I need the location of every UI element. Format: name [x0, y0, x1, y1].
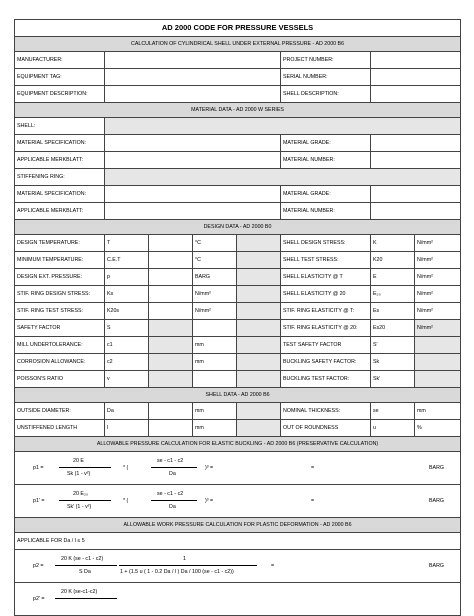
spacer-cell	[237, 371, 281, 388]
p2-bracket-denominator: 1 + (1.5 u ( 1 - 0.2 Da / l ) Da / 100 (se - c1 - c2))	[120, 569, 234, 575]
shell-merkblatt-label: APPLICABLE MERKBLATT:	[15, 152, 105, 169]
param-symbol: K	[371, 235, 415, 252]
pressure-vessel-calc-sheet	[14, 19, 460, 616]
param-unit: N/mm²	[415, 252, 461, 269]
param-symbol: Da	[105, 403, 149, 420]
ring-material-spec-label: MATERIAL SPECIFICATION:	[15, 186, 105, 203]
param-label: TEST SAFETY FACTOR	[281, 337, 371, 354]
p1-test-unit: BARG	[429, 498, 445, 504]
param-symbol: E	[371, 269, 415, 286]
param-unit	[415, 371, 461, 388]
spacer-cell	[237, 354, 281, 371]
param-value-field[interactable]	[149, 337, 193, 354]
shell-section-header: SHELL DATA - AD 2000 B6	[15, 388, 461, 403]
serial-number-field[interactable]	[371, 69, 461, 86]
document-title: AD 2000 CODE FOR PRESSURE VESSELS	[15, 20, 461, 37]
param-symbol: Sk'	[371, 371, 415, 388]
p1-test-equals: =	[311, 498, 315, 504]
param-unit: N/mm²	[415, 320, 461, 337]
param-label: MINIMUM TEMPERATURE:	[15, 252, 105, 269]
spacer-cell	[237, 420, 281, 437]
shell-label: SHELL:	[15, 118, 105, 135]
material-section-header: MATERIAL DATA - AD 2000 W SERIES	[15, 103, 461, 118]
param-label: STIF. RING DESIGN STRESS:	[15, 286, 105, 303]
data-row	[15, 286, 461, 303]
p2-bracket-fraction-bar	[119, 565, 257, 566]
formula-p2	[15, 550, 461, 583]
p2-equals: =	[271, 563, 275, 569]
param-unit: %	[415, 420, 461, 437]
param-value-field[interactable]	[149, 286, 193, 303]
param-symbol: K20	[371, 252, 415, 269]
param-unit: N/mm²	[415, 269, 461, 286]
param-label: SHELL ELASTICITY @ 20	[281, 286, 371, 303]
param-symbol: se	[371, 403, 415, 420]
param-label: STIF. RING ELASTICITY @ T:	[281, 303, 371, 320]
param-label: POISSON'S RATIO	[15, 371, 105, 388]
formula-p2-test	[15, 583, 461, 616]
param-label: SAFETY FACTOR	[15, 320, 105, 337]
param-label: SHELL ELASTICITY @ T	[281, 269, 371, 286]
plastic-section-header: ALLOWABLE WORK PRESSURE CALCULATION FOR PLASTIC DEFORMATION - AD 2000 B6	[15, 518, 461, 533]
p1-denominator: Sk (1 - v²)	[67, 471, 91, 477]
param-symbol: Sk	[371, 354, 415, 371]
p1-test-inner-numerator: se - c1 - c2	[157, 491, 184, 497]
param-label: BUCKLING TEST FACTOR:	[281, 371, 371, 388]
param-unit	[193, 320, 237, 337]
p1-test-power: )³ =	[205, 498, 214, 504]
header-row	[15, 69, 461, 86]
data-row	[15, 354, 461, 371]
shell-material-number-field[interactable]	[371, 152, 461, 169]
ring-merkblatt-field[interactable]	[105, 203, 281, 220]
formula-p1-test	[15, 485, 461, 518]
document-subtitle: CALCULATION OF CYLINDRICAL SHELL UNDER EXTERNAL PRESSURE - AD 2000 B6	[15, 37, 461, 52]
design-data-rows	[15, 235, 461, 388]
elastic-section-header: ALLOWABLE PRESSURE CALCULATION FOR ELASTIC BUCKLING - AD 2000 B6 (PRESERVATIVE CALCULATION)	[15, 437, 461, 452]
param-value-field[interactable]	[149, 371, 193, 388]
param-label: UNSTIFFENED LENGTH	[15, 420, 105, 437]
shell-data-rows	[15, 403, 461, 437]
equipment-description-field[interactable]	[105, 86, 281, 103]
shell-material-grade-field[interactable]	[371, 135, 461, 152]
param-label: DESIGN EXT. PRESSURE:	[15, 269, 105, 286]
equipment-tag-field[interactable]	[105, 69, 281, 86]
p2-bracket-numerator: 1	[183, 556, 186, 562]
param-unit: BARG	[193, 269, 237, 286]
p1-multiply: * (	[123, 465, 129, 471]
ring-material-spec-field[interactable]	[105, 186, 281, 203]
spacer-cell	[237, 303, 281, 320]
param-value-field[interactable]	[149, 252, 193, 269]
param-symbol: p	[105, 269, 149, 286]
param-label: OUT OF ROUNDNESS	[281, 420, 371, 437]
data-row	[15, 337, 461, 354]
manufacturer-label: MANUFACTURER:	[15, 52, 105, 69]
ring-material-number-field[interactable]	[371, 203, 461, 220]
shell-description-label: SHELL DESCRIPTION:	[281, 86, 371, 103]
param-unit: mm	[193, 354, 237, 371]
calc-table	[14, 19, 461, 616]
p1-power: )³ =	[205, 465, 214, 471]
param-label: DESIGN TEMPERATURE:	[15, 235, 105, 252]
shell-material-number-label: MATERIAL NUMBER:	[281, 152, 371, 169]
p1-unit: BARG	[429, 465, 445, 471]
ring-material-grade-label: MATERIAL GRADE:	[281, 186, 371, 203]
spacer-cell	[237, 269, 281, 286]
applicable-condition: APPLICABLE FOR Da / l ≤ 5	[15, 533, 461, 550]
stiffening-ring-field[interactable]	[105, 169, 461, 186]
shell-merkblatt-field[interactable]	[105, 152, 281, 169]
param-symbol: v	[105, 371, 149, 388]
p2-lhs: p2 =	[33, 563, 44, 569]
p1-test-inner-fraction-bar	[151, 500, 197, 501]
param-unit: mm	[415, 403, 461, 420]
param-unit: N/mm²	[415, 286, 461, 303]
param-value-field[interactable]	[149, 235, 193, 252]
p1-test-numerator: 20 E₂₀	[73, 491, 89, 497]
param-unit	[193, 371, 237, 388]
shell-field[interactable]	[105, 118, 461, 135]
data-row	[15, 371, 461, 388]
param-label: BUCKLING SAFETY FACTOR:	[281, 354, 371, 371]
p1-lhs: p1 =	[33, 465, 44, 471]
param-symbol: c2	[105, 354, 149, 371]
param-label: NOMINAL THICKNESS:	[281, 403, 371, 420]
shell-description-field[interactable]	[371, 86, 461, 103]
param-value-field[interactable]	[149, 354, 193, 371]
param-unit: mm	[193, 337, 237, 354]
param-symbol: T	[105, 235, 149, 252]
data-row	[15, 269, 461, 286]
p1-test-inner-denominator: Da	[169, 504, 176, 510]
project-number-field[interactable]	[371, 52, 461, 69]
param-label: CORROSION ALLOWANCE:	[15, 354, 105, 371]
shell-material-spec-field[interactable]	[105, 135, 281, 152]
spacer-cell	[237, 286, 281, 303]
p1-inner-denominator: Da	[169, 471, 176, 477]
data-row	[15, 235, 461, 252]
p1-numerator: 20 E	[73, 458, 84, 464]
design-section-header: DESIGN DATA - AD 2000 B0	[15, 220, 461, 235]
param-label: OUTSIDE DIAMETER:	[15, 403, 105, 420]
data-row	[15, 320, 461, 337]
spacer-cell	[237, 252, 281, 269]
p1-equals: =	[311, 465, 315, 471]
param-unit: °C	[193, 235, 237, 252]
p1-test-multiply: * (	[123, 498, 129, 504]
header-row	[15, 52, 461, 69]
param-symbol: Ks	[105, 286, 149, 303]
p2-numerator: 20 K (se - c1 - c2)	[61, 556, 104, 562]
stiffening-ring-label: STIFFENING RING:	[15, 169, 105, 186]
p2-denominator: S Da	[79, 569, 91, 575]
p1-inner-fraction-bar	[151, 467, 197, 468]
p1-inner-numerator: se - c1 - c2	[157, 458, 184, 464]
spacer-cell	[237, 403, 281, 420]
param-label: STIF. RING ELASTICITY @ 20:	[281, 320, 371, 337]
spacer-cell	[237, 235, 281, 252]
equipment-tag-label: EQUIPMENT TAG:	[15, 69, 105, 86]
serial-number-label: SERIAL NUMBER:	[281, 69, 371, 86]
param-value-field[interactable]	[149, 303, 193, 320]
param-label: MILL UNDERTOLERANCE:	[15, 337, 105, 354]
param-unit: °C	[193, 252, 237, 269]
param-symbol: C.E.T	[105, 252, 149, 269]
param-unit: N/mm²	[415, 303, 461, 320]
data-row	[15, 252, 461, 269]
param-value-field[interactable]	[149, 269, 193, 286]
p2-test-lhs: p2' =	[33, 596, 45, 602]
p1-test-denominator: Sk' (1 - v²)	[67, 504, 92, 510]
p2-unit: BARG	[429, 563, 445, 569]
formula-p1	[15, 452, 461, 485]
param-label: STIF. RING TEST STRESS:	[15, 303, 105, 320]
param-symbol: u	[371, 420, 415, 437]
data-row	[15, 403, 461, 420]
param-symbol: Es20	[371, 320, 415, 337]
data-row	[15, 420, 461, 437]
p1-test-fraction-bar	[59, 500, 111, 501]
param-value-field[interactable]	[149, 320, 193, 337]
data-row	[15, 303, 461, 320]
param-unit: N/mm²	[415, 235, 461, 252]
shell-material-grade-label: MATERIAL GRADE:	[281, 135, 371, 152]
param-label: SHELL DESIGN STRESS:	[281, 235, 371, 252]
param-unit: N/mm²	[193, 286, 237, 303]
p2-test-fraction-bar	[55, 598, 117, 599]
param-unit: mm	[193, 420, 237, 437]
param-symbol: K20s	[105, 303, 149, 320]
param-unit	[415, 354, 461, 371]
param-symbol: l	[105, 420, 149, 437]
param-symbol: E₂₀	[371, 286, 415, 303]
param-symbol: S'	[371, 337, 415, 354]
param-value-field[interactable]	[149, 403, 193, 420]
ring-material-grade-field[interactable]	[371, 186, 461, 203]
param-symbol: S	[105, 320, 149, 337]
manufacturer-field[interactable]	[105, 52, 281, 69]
spacer-cell	[237, 337, 281, 354]
spacer-cell	[237, 320, 281, 337]
param-symbol: c1	[105, 337, 149, 354]
param-unit: mm	[193, 403, 237, 420]
param-unit: N/mm²	[193, 303, 237, 320]
header-row	[15, 86, 461, 103]
ring-merkblatt-label: APPLICABLE MERKBLATT:	[15, 203, 105, 220]
equipment-description-label: EQUIPMENT DESCRIPTION:	[15, 86, 105, 103]
param-unit	[415, 337, 461, 354]
param-label: SHELL TEST STRESS:	[281, 252, 371, 269]
ring-material-number-label: MATERIAL NUMBER:	[281, 203, 371, 220]
p1-test-lhs: p1' =	[33, 498, 45, 504]
p1-fraction-bar	[59, 467, 111, 468]
shell-material-spec-label: MATERIAL SPECIFICATION:	[15, 135, 105, 152]
project-number-label: PROJECT NUMBER:	[281, 52, 371, 69]
param-symbol: Es	[371, 303, 415, 320]
param-value-field[interactable]	[149, 420, 193, 437]
p2-fraction-bar	[55, 565, 117, 566]
p2-test-numerator: 20 K (se-c1-c2)	[61, 589, 98, 595]
